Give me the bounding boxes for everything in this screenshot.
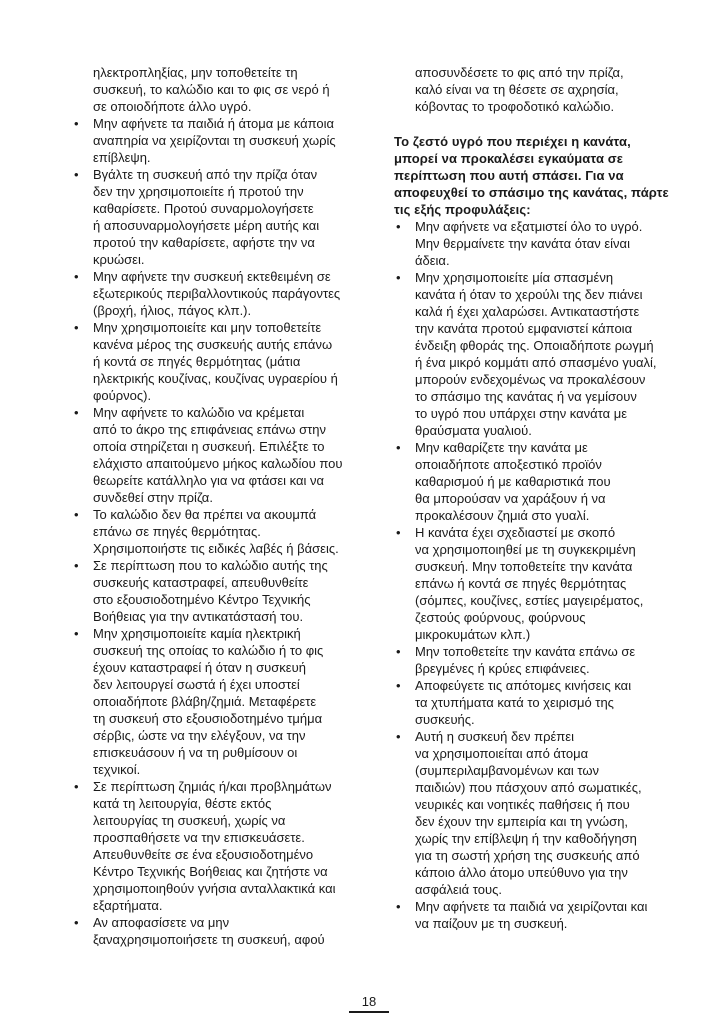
page-number-rule (349, 1011, 389, 1013)
list-item: • Η κανάτα έχει σχεδιαστεί με σκοπό να χρησιμοποιηθεί με τη συγκεκριμένη συσκευή. Μην τοποθετείτε την κανάτα επάνω ή κοντά σε πηγές θερμότητας (σόμπες, κουζίνες, εστίες μαγειρέματος, ζεστούς φούρνους, φούρνους μικροκυμάτων κλπ.) (396, 525, 644, 642)
list-item: • Μην αφήνετε τα παιδιά να χειρίζονται και να παίζουν με τη συσκευή. (396, 899, 648, 931)
bullet-icon: • (74, 269, 79, 284)
list-item: • Σε περίπτωση ζημιάς ή/και προβλημάτων κατά τη λειτουργία, θέστε εκτός λειτουργίας τη συσκευή, χωρίς να προσπαθήσετε να την επισκευάσετε. Απευθυνθείτε σε ένα εξουσιοδοτημένο Κέντρο Τεχνικής Βοήθειας και ζητήστε να χρησιμοποιηθούν γνήσια ανταλλακτικά και εξαρτήματα. (74, 779, 336, 913)
list-item: • Μην χρησιμοποιείτε καμία ηλεκτρική συσκευή της οποίας το καλώδιο ή το φις έχουν καταστραφεί ή όταν η συσκευή δεν λειτουργεί σωστά ή έχει υποστεί οποιαδήποτε βλάβη/ζημιά. Μεταφέρετε τη συσκευή στο εξουσιοδοτημένο τμήμα σέρβις, ώστε να την ελέγξουν, να την επισκευάσουν ή να τη ρυθμίσουν οι τεχνικοί. (74, 626, 324, 777)
list-item: • Μην αφήνετε το καλώδιο να κρέμεται από το άκρο της επιφάνειας επάνω στην οποία στηρίζεται η συσκευή. Επιλέξτε το ελάχιστο απαιτούμενο μήκος καλωδίου που θεωρείτε κατάλληλο για να φτάσει και να συνδεθεί στην πρίζα. (74, 405, 343, 505)
right-continuation-text: αποσυνδέσετε το φις από την πρίζα, καλό είναι να τη θέσετε σε αχρησία, κόβοντας το τροφοδοτικό καλώδιο. (415, 65, 624, 114)
list-item: • Μην αφήνετε τα παιδιά ή άτομα με κάποια αναπηρία να χειρίζονται τη συσκευή χωρίς επίβλεψη. (74, 116, 336, 165)
bullet-icon: • (74, 507, 79, 522)
bullet-icon: • (396, 644, 401, 659)
bullet-icon: • (74, 116, 79, 131)
bullet-icon: • (74, 405, 79, 420)
list-item: • Μην τοποθετείτε την κανάτα επάνω σε βρεγμένες ή κρύες επιφάνειες. (396, 644, 636, 676)
bullet-icon: • (74, 320, 79, 335)
left-column (72, 64, 368, 948)
bullet-icon: • (396, 899, 401, 914)
bullet-icon: • (74, 626, 79, 641)
bullet-icon: • (74, 779, 79, 794)
bullet-icon: • (74, 167, 79, 182)
warning-paragraph: Το ζεστό υγρό που περιέχει η κανάτα, μπορεί να προκαλέσει εγκαύματα σε περίπτωση που αυτή σπάσει. Για να αποφευχθεί το σπάσιμο της κανάτας, πάρτε τις εξής προφυλάξεις: (394, 134, 669, 217)
bullet-icon: • (396, 270, 401, 285)
bullet-icon: • (396, 440, 401, 455)
bullet-icon: • (74, 915, 79, 930)
left-continuation-text: ηλεκτροπληξίας, μην τοποθετείτε τη συσκευή, το καλώδιο και το φις σε νερό ή σε οποιοδήποτε άλλο υγρό. (93, 65, 330, 114)
list-item: • Το καλώδιο δεν θα πρέπει να ακουμπά επάνω σε πηγές θερμότητας. Χρησιμοποιήστε τις ειδικές λαβές ή βάσεις. (74, 507, 339, 556)
list-item: • Μην καθαρίζετε την κανάτα με οποιαδήποτε αποξεστικό προϊόν καθαρισμού ή με καθαριστικά που θα μπορούσαν να χαράξουν ή να προκαλέσουν ζημιά στο γυαλί. (396, 440, 611, 523)
list-item: • Βγάλτε τη συσκευή από την πρίζα όταν δεν την χρησιμοποιείτε ή προτού την καθαρίσετε. Προτού συναρμολογήσετε ή αποσυναρμολογήσετε μέρη αυτής και προτού την καθαρίσετε, αφήστε την να κρυώσει. (74, 167, 320, 267)
right-column (394, 64, 676, 932)
list-item: • Μην αφήνετε την συσκευή εκτεθειμένη σε εξωτερικούς περιβαλλοντικούς παράγοντες (βροχή, ήλιος, πάγος κλπ.). (74, 269, 341, 318)
list-item: • Μην χρησιμοποιείτε μία σπασμένη κανάτα ή όταν το χερούλι της δεν πιάνει καλά ή έχει χαλαρώσει. Αντικαταστήστε την κανάτα προτού εμφανιστεί κάποια ένδειξη φθοράς της. Οποιαδήποτε ρωγμή ή ένα μικρό κομμάτι από σπασμένο γυαλί, μπορούν ενδεχομένως να προκαλέσουν το σπάσιμο της κανάτας ή να γεμίσουν το υγρό που υπάρχει στην κανάτα με θραύσματα γυαλιού. (396, 270, 657, 438)
page-number: 18 (361, 994, 377, 1009)
list-item: • Μην χρησιμοποιείτε και μην τοποθετείτε κανένα μέρος της συσκευής αυτής επάνω ή κοντά σε πηγές θερμότητας (μάτια ηλεκτρικής κουζίνας, κουζίνας υγραερίου ή φούρνος). (74, 320, 338, 403)
list-item: • Αυτή η συσκευή δεν πρέπει να χρησιμοποιείται από άτομα (συμπεριλαμβανομένων και των παιδιών) που πάσχουν από σωματικές, νευρικές και νοητικές παθήσεις ή που δεν έχουν την εμπειρία και τη γνώση, χωρίς την επίβλεψη ή την καθοδήγηση για τη σωστή χρήση της συσκευής από κάποιο άλλο άτομο υπεύθυνο για την ασφάλειά τους. (396, 729, 642, 897)
list-item: • Σε περίπτωση που το καλώδιο αυτής της συσκευής καταστραφεί, απευθυνθείτε στο εξουσιοδοτημένο Κέντρο Τεχνικής Βοήθειας για την αντικατάστασή του. (74, 558, 328, 624)
left-bullet-list (72, 115, 368, 948)
bullet-icon: • (396, 219, 401, 234)
list-item: • Αποφεύγετε τις απότομες κινήσεις και τα χτυπήματα κατά το χειρισμό της συσκευής. (396, 678, 632, 727)
right-bullet-list (394, 218, 676, 932)
list-item: • Μην αφήνετε να εξατμιστεί όλο το υγρό. Μην θερμαίνετε την κανάτα όταν είναι άδεια. (396, 219, 643, 268)
bullet-icon: • (74, 558, 79, 573)
bullet-icon: • (396, 525, 401, 540)
bullet-icon: • (396, 729, 401, 744)
bullet-icon: • (396, 678, 401, 693)
list-item: • Αν αποφασίσετε να μην ξαναχρησιμοποιήσετε τη συσκευή, αφού (74, 915, 325, 947)
